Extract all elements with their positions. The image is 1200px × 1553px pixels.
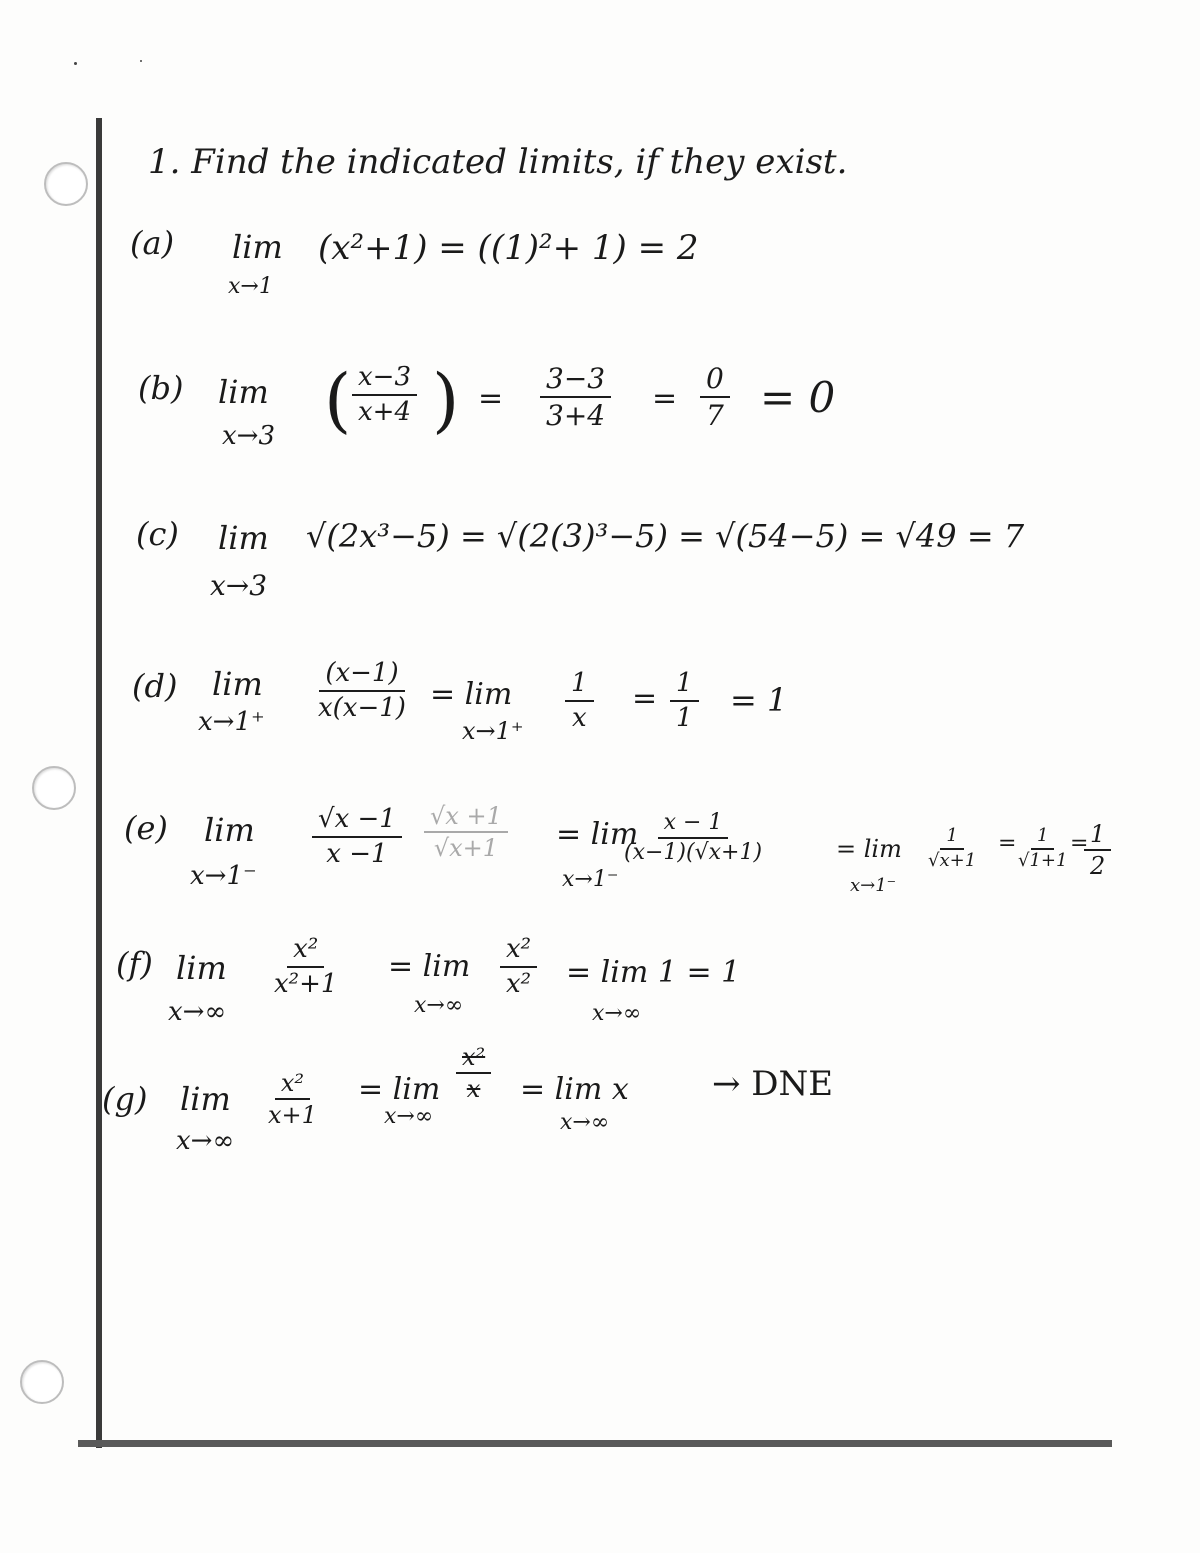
- problem-e: [0, 795, 1200, 905]
- limit-approach: x→1⁻: [562, 867, 619, 892]
- limit-result: = lim 1 = 1: [566, 955, 741, 990]
- problem-d: [0, 655, 1200, 755]
- limit-approach: x→1: [228, 274, 273, 299]
- limit-operator: = lim: [388, 949, 471, 984]
- limit-work: (x²+1) = ((1)²+ 1) = 2: [318, 228, 699, 268]
- equals-sign: =: [632, 681, 658, 716]
- limit-operator: lim: [180, 1080, 231, 1118]
- part-label: (e): [124, 809, 168, 847]
- limit-approach: x→3: [210, 569, 268, 602]
- denominator: √1+1: [1018, 849, 1068, 871]
- denominator: 1: [676, 702, 693, 733]
- fraction-3: [700, 361, 730, 433]
- conjugate-fraction: [424, 801, 508, 863]
- denominator: x(x−1): [318, 692, 406, 723]
- paren-close: ): [432, 359, 460, 441]
- part-label: (b): [138, 369, 184, 407]
- limit-approach: x→∞: [384, 1104, 434, 1129]
- equals-sign: =: [998, 831, 1017, 856]
- limit-operator: lim: [204, 811, 255, 849]
- numerator: 0: [700, 361, 730, 398]
- limit-approach: x→∞: [560, 1110, 610, 1135]
- limit-operator: lim: [232, 228, 283, 266]
- denominator: x+1: [268, 1101, 317, 1129]
- limit-work: √(2x³−5) = √(2(3)³−5) = √(54−5) = √49 = 7: [306, 517, 1025, 555]
- part-label: (a): [130, 224, 175, 262]
- scan-speck: [140, 60, 142, 62]
- result: → DNE: [712, 1064, 834, 1104]
- limit-approach: x→1⁻: [190, 861, 257, 891]
- problem-g: [0, 1043, 1200, 1160]
- limit-operator: = lim: [430, 677, 513, 712]
- numerator: x²: [275, 1068, 310, 1100]
- limit-operator: lim: [212, 665, 263, 703]
- fraction-1: [268, 933, 343, 1000]
- fraction-3: [670, 667, 699, 734]
- fraction-2: [456, 1042, 491, 1104]
- limit-approach: x→∞: [592, 1001, 642, 1026]
- fraction-1: [312, 657, 412, 724]
- denominator: x: [571, 702, 587, 733]
- fraction-1: [262, 1068, 323, 1130]
- numerator: 1: [1031, 825, 1054, 850]
- problem-a: [0, 220, 1200, 310]
- fraction-2: [618, 809, 768, 866]
- limit-operator: = lim: [358, 1072, 441, 1107]
- numerator: (x−1): [319, 657, 404, 692]
- fraction-3: [922, 825, 982, 872]
- result: = 1: [730, 681, 788, 719]
- numerator: x−3: [352, 361, 417, 396]
- fraction-1: [312, 803, 402, 870]
- fraction-2: [565, 667, 594, 734]
- limit-operator: = lim x: [520, 1072, 629, 1107]
- numerator: 1: [565, 667, 594, 702]
- numerator: √x −1: [312, 803, 402, 838]
- part-label: (f): [116, 945, 153, 983]
- denominator: x −1: [326, 838, 388, 869]
- denominator: x²: [506, 968, 532, 999]
- denominator: (x−1)(√x+1): [624, 839, 763, 865]
- limit-approach: x→∞: [414, 993, 464, 1018]
- part-label: (c): [136, 515, 179, 553]
- problem-b: [0, 355, 1200, 465]
- denominator: 2: [1090, 852, 1106, 880]
- denominator: x+4: [358, 396, 411, 427]
- equals-sign: =: [652, 381, 678, 416]
- limit-approach: x→3: [222, 421, 275, 451]
- limit-operator: lim: [218, 373, 269, 411]
- paren-open: (: [324, 359, 352, 441]
- numerator: x²: [500, 933, 537, 968]
- numerator: √x +1: [424, 801, 508, 833]
- problem-f: [0, 925, 1200, 1035]
- equals-sign: =: [1070, 831, 1089, 856]
- equals-sign: =: [478, 381, 504, 416]
- denominator: x²+1: [274, 968, 338, 999]
- numerator: x²: [287, 933, 324, 968]
- denominator: x: [466, 1075, 481, 1103]
- scan-speck: [74, 62, 77, 65]
- problem-c: [0, 505, 1200, 615]
- problem-heading: 1. Find the indicated limits, if they exist.: [148, 142, 848, 182]
- limit-approach: x→1⁺: [462, 717, 524, 745]
- part-label: (d): [132, 667, 178, 705]
- fraction-4: [1012, 825, 1073, 872]
- limit-operator: = lim: [556, 817, 639, 852]
- limit-approach: x→∞: [168, 997, 227, 1027]
- denominator: √x+1: [928, 849, 977, 871]
- result: = 0: [760, 373, 836, 422]
- denominator: 7: [706, 399, 724, 432]
- limit-approach: x→∞: [176, 1126, 235, 1156]
- numerator: 1: [1084, 819, 1111, 851]
- page-bottom-edge: [78, 1440, 1112, 1447]
- binder-hole-bottom: [20, 1360, 64, 1404]
- limit-approach: x→1⁺: [198, 707, 265, 737]
- binder-hole-top: [44, 162, 88, 206]
- limit-operator: lim: [218, 519, 269, 557]
- fraction-5: [1084, 819, 1111, 881]
- fraction-1: [352, 361, 417, 428]
- part-label: (g): [102, 1080, 148, 1118]
- denominator: √x+1: [433, 834, 499, 862]
- denominator: 3+4: [546, 399, 606, 432]
- numerator: x − 1: [658, 809, 729, 839]
- numerator: x²: [456, 1042, 491, 1074]
- limit-approach: x→1⁻: [850, 875, 897, 896]
- limit-operator: = lim: [836, 835, 902, 863]
- numerator: 1: [670, 667, 699, 702]
- page-margin-line: [96, 118, 102, 1448]
- numerator: 3−3: [540, 361, 611, 398]
- fraction-2: [500, 933, 537, 1000]
- fraction-2: [540, 361, 611, 433]
- numerator: 1: [940, 825, 963, 850]
- limit-operator: lim: [176, 949, 227, 987]
